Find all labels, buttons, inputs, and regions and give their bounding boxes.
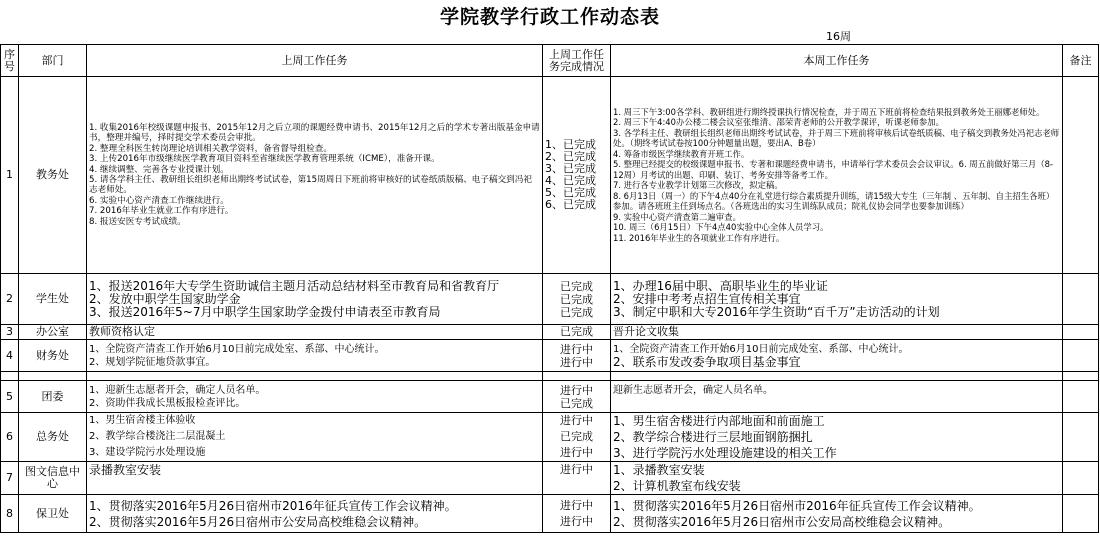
last-status-cell	[543, 77, 611, 274]
list-item: 1、迎新生志愿者开会，确定人员名单。	[89, 384, 266, 396]
last-tasks-cell	[87, 77, 543, 274]
list-item: 1、男生宿舍楼进行内部地面和前面施工	[613, 414, 825, 428]
list-item: 迎新生志愿者开会，确定人员名单。	[613, 384, 773, 396]
note-cell	[1063, 381, 1099, 413]
list-item: 2、教学综合楼浇注二层混凝土	[89, 431, 226, 442]
work-table	[0, 44, 1099, 533]
this-tasks-cell	[611, 462, 1063, 495]
list-item: 1、全院资产清查工作开始6月10日前完成处室、系部、中心统计。	[89, 343, 385, 355]
list-item: 4. 筹备市级医学继续教育开班工作。	[613, 148, 750, 159]
last-tasks-cell	[87, 381, 543, 413]
last-tasks-cell	[87, 495, 543, 533]
status-item: 已完成	[560, 430, 593, 443]
row-dept: 教务处	[19, 77, 87, 274]
row-dept: 总务处	[19, 413, 87, 462]
row-dept: 团委	[19, 381, 87, 413]
list-item: 8. 6月13日（周一）的下午4点40分在礼堂进行综合素质提升训练，请15级大专生（三年制 、五年制、自主招生各班）参加。请各班班主任到场点名。（各班选出的实习生训练队成员；院礼仪协会同学也要参加训练）	[613, 190, 1055, 212]
list-item: 1、男生宿舍楼主体验收	[89, 415, 196, 426]
header-dept: 部门	[19, 45, 87, 77]
list-item: 4. 继续调整、完善各专业授课计划。	[89, 164, 229, 175]
list-item: 3. 上传2016年市级继续医学教育项目资料至省继续医学教育管理系统（ICME），准备开课。	[89, 154, 440, 165]
last-tasks-cell	[87, 340, 543, 372]
status-item: 4、已完成	[545, 174, 596, 187]
list-item: 11. 2016年毕业生的各项就业工作有序进行。	[613, 232, 785, 243]
last-status-cell	[543, 381, 611, 413]
this-tasks-cell	[611, 77, 1063, 274]
last-status-cell	[543, 495, 611, 533]
this-tasks-cell: 晋升论文收集	[611, 325, 1063, 340]
status-item: 进行中	[560, 355, 593, 369]
status-item: 1、已完成	[545, 138, 596, 151]
status-item: 3、已完成	[545, 162, 596, 175]
status-item: 进行中	[560, 383, 593, 397]
list-item: 8. 报送安医专考试成绩。	[89, 216, 186, 227]
status-item: 进行中	[560, 414, 593, 427]
list-item: 2、资助伴我成长黑板报检查评比。	[89, 397, 246, 409]
row-seq: 7	[1, 462, 19, 495]
note-cell	[1063, 274, 1099, 325]
list-item: 1、录播教室安装	[613, 463, 705, 477]
last-status-cell	[543, 413, 611, 462]
list-item: 2、发放中职学生国家助学金	[89, 292, 241, 306]
page-title: 学院教学行政工作动态表	[439, 6, 660, 28]
status-item: 6、已完成	[545, 198, 596, 211]
list-item: 2、教学综合楼进行三层地面钢筋捆扎	[613, 430, 813, 444]
list-item: 3、进行学院污水处理设施建设的相关工作	[613, 446, 837, 460]
header-seq: 序号	[1, 45, 19, 77]
list-item: 1、贯彻落实2016年5月26日宿州市2016年征兵宣传工作会议精神。	[613, 498, 981, 513]
table-row	[1, 381, 1099, 413]
header-this-tasks: 本周工作任务	[611, 45, 1063, 77]
row-dept: 图文信息中心	[19, 462, 87, 495]
status-item: 进行中	[560, 342, 593, 356]
status-item: 已完成	[560, 305, 593, 319]
this-tasks-cell	[611, 413, 1063, 462]
row-seq: 2	[1, 274, 19, 325]
table-row	[1, 77, 1099, 274]
last-tasks-cell	[87, 462, 543, 495]
list-item: 10. 周三（6月15日）下午4点40实验中心全体人员学习。	[613, 222, 829, 233]
table-row	[1, 495, 1099, 533]
list-item: 2. 整理全科医生转岗理论培训相关教学资料，备省督导组检查。	[89, 143, 332, 154]
list-item: 5. 请各学科主任、教研组长组织老师出期终考试试卷，第15周周日下班前将审核好的试卷纸质版稿、电子稿交到冯祀志老师处。	[89, 175, 532, 196]
list-item: 3、制定中职和大专2016年学生资助“百千万”走访活动的计划	[613, 305, 940, 319]
note-cell	[1063, 77, 1099, 274]
status-item: 已完成	[560, 292, 593, 306]
last-tasks-cell	[87, 274, 543, 325]
last-status-cell: 已完成	[543, 325, 611, 340]
note-cell	[1063, 325, 1099, 340]
note-cell	[1063, 495, 1099, 533]
status-item: 2、已完成	[545, 150, 596, 163]
note-cell	[1063, 413, 1099, 462]
table-row	[1, 413, 1099, 462]
status-item: 进行中	[560, 498, 593, 512]
list-item: 1、全院资产清查工作开始6月10日前完成处室、系部、中心统计。	[613, 343, 909, 355]
row-dept: 学生处	[19, 274, 87, 325]
last-tasks-cell: 教师资格认定	[87, 325, 543, 340]
table-row	[1, 274, 1099, 325]
row-dept: 保卫处	[19, 495, 87, 533]
list-item: 3. 各学科主任、教研组长组织老师出期终考试试卷，并于周三下班前将审核后试卷纸质稿、电子稿交到教务处冯祀志老师处。（期终考试试卷按100分钟题量出题，要出A、B卷）	[613, 127, 1060, 149]
this-tasks-cell	[611, 274, 1063, 325]
status-item: 进行中	[560, 463, 593, 476]
row-seq: 4	[1, 340, 19, 372]
list-item: 9. 实验中心资产清查第二遍审查。	[613, 211, 741, 222]
table-row	[1, 462, 1099, 495]
list-item: 1、报送2016年大专学生资助诚信主题月活动总结材料至市教育局和省教育厅	[89, 279, 500, 293]
header-last-tasks: 上周工作任务	[87, 45, 543, 77]
list-item: 3、报送2016年5~7月中职学生国家助学金拨付申请表至市教育局	[89, 305, 441, 319]
header-last-status: 上周工作任务完成情况	[543, 45, 611, 77]
row-dept: 办公室	[19, 325, 87, 340]
list-item: 2、贯彻落实2016年5月26日宿州市公安局高校维稳会议精神。	[89, 514, 427, 529]
list-item: 2、计算机教室布线安装	[613, 479, 741, 493]
list-item	[89, 478, 540, 494]
list-item: 6. 实验中心资产清查工作继续进行。	[89, 195, 229, 206]
list-item: 2. 周三下午4:40办公楼二楼会议室张维清、邵荣青老师的公开教学课评，听课老师参加。	[613, 117, 944, 128]
note-cell	[1063, 462, 1099, 495]
list-item: 3、建设学院污水处理设施	[89, 447, 206, 458]
last-tasks-cell	[87, 413, 543, 462]
row-seq: 5	[1, 381, 19, 413]
status-item: 已完成	[560, 396, 593, 410]
list-item: 7. 2016年毕业生就业工作有序进行。	[89, 206, 234, 217]
list-item: 1. 周三下午3:00各学科、教研组进行期终授课执行情况检查，并于周五下班前将检查结果报到教务处王丽娜老师处。	[613, 106, 1045, 117]
row-seq: 1	[1, 77, 19, 274]
list-item: 录播教室安装	[89, 463, 162, 477]
note-cell	[1063, 340, 1099, 372]
row-seq: 6	[1, 413, 19, 462]
status-item	[545, 478, 608, 494]
list-item: 2、安排中考考点招生宣传相关事宜	[613, 292, 801, 306]
list-item: 2、规划学院征地贷款事宜。	[89, 356, 216, 368]
row-seq: 8	[1, 495, 19, 533]
last-status-cell	[543, 462, 611, 495]
header-note: 备注	[1063, 45, 1099, 77]
list-item	[613, 397, 1060, 410]
last-status-cell	[543, 340, 611, 372]
row-seq: 3	[1, 325, 19, 340]
row-dept: 财务处	[19, 340, 87, 372]
status-item: 进行中	[560, 446, 593, 459]
this-tasks-cell	[611, 340, 1063, 372]
week-label: 16周	[826, 30, 851, 43]
table-row	[1, 372, 1099, 381]
list-item: 1、贯彻落实2016年5月26日宿州市2016年征兵宣传工作会议精神。	[89, 498, 457, 513]
list-item: 2、联系市发改委争取项目基金事宜	[613, 355, 801, 369]
list-item: 5. 整理已经提交的校级课题申报书、专著和课题经费申请书，申请举行学术委员会会议审议。6. 周五前做好第三月（8-12周）月考试的出题、印刷、装订、考务安排等备考工作。	[613, 159, 1054, 180]
last-status-cell	[543, 274, 611, 325]
status-item: 5、已完成	[545, 186, 596, 199]
list-item: 2、贯彻落实2016年5月26日宿州市公安局高校维稳会议精神。	[613, 514, 951, 529]
status-item: 进行中	[560, 514, 593, 528]
list-item: 1、办理16届中职、高职毕业生的毕业证	[613, 279, 828, 293]
list-item: 1. 收集2016年校级课题申报书、2015年12月之后立项的课题经费申请书、2015年12月之后的学术专著出版基金申请书，整理并编号，择时提交学术委员会审批。	[89, 122, 540, 144]
this-tasks-cell	[611, 495, 1063, 533]
status-item: 已完成	[560, 279, 593, 293]
table-row	[1, 340, 1099, 372]
table-row	[1, 325, 1099, 340]
list-item: 7. 进行各专业教学计划第三次修改，拟定稿。	[613, 180, 783, 191]
this-tasks-cell	[611, 381, 1063, 413]
